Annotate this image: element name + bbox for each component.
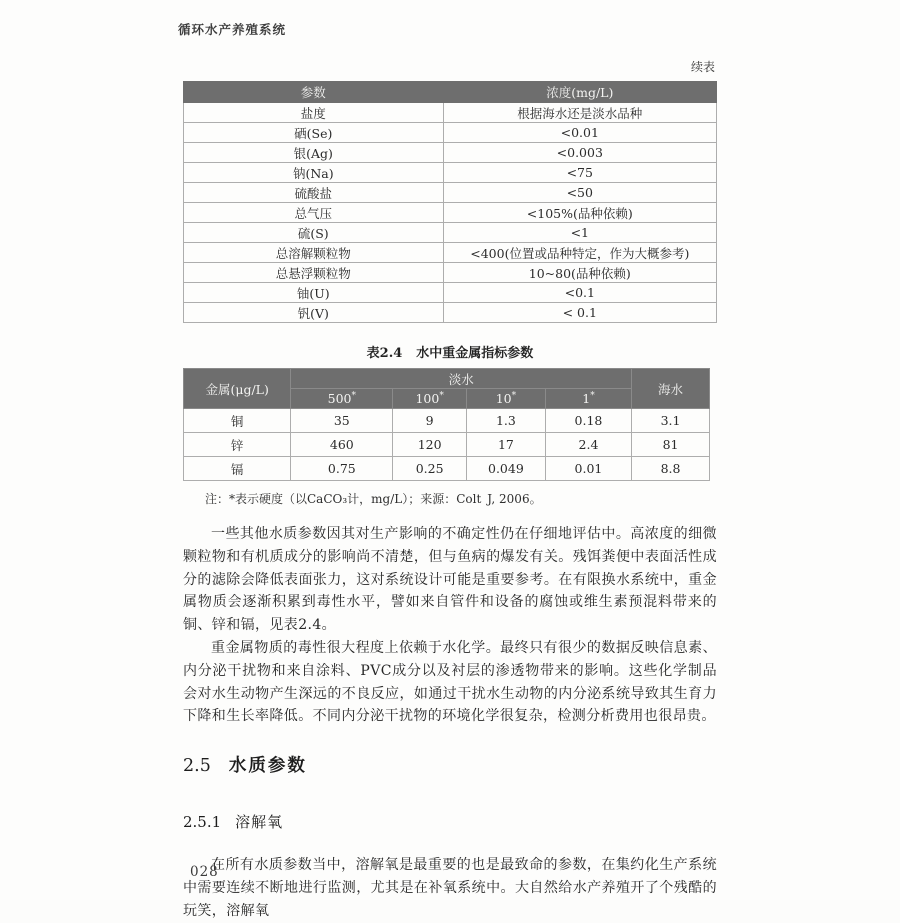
parameter-cell: 钠(Na) (184, 163, 444, 183)
table-note: 注：*表示硬度（以CaCO₃计，mg/L）；来源：Colt J, 2006。 (205, 492, 542, 506)
asterisk-mark: * (351, 390, 356, 401)
parameter-cell: 硫(S) (184, 223, 444, 243)
table-header-row (184, 82, 717, 103)
value-cell: 1.3 (466, 409, 545, 433)
column-group-freshwater: 淡水 (291, 369, 632, 389)
subsection-title: 溶解氧 (235, 813, 284, 832)
parameter-cell: 总气压 (184, 203, 444, 223)
parameter-cell: 钒(V) (184, 303, 444, 323)
value-cell: <400(位置或品种特定，作为大概参考) (443, 243, 716, 263)
subsection-number: 2.5.1 (183, 813, 222, 832)
running-header: 循环水产养殖系统 (178, 22, 287, 37)
table-row-zinc (184, 433, 710, 457)
page-content (183, 58, 717, 923)
value-cell: 81 (632, 433, 710, 457)
hardness-column-10: 10* (466, 389, 545, 409)
value-cell: 0.049 (466, 457, 545, 481)
value-cell: <75 (443, 163, 716, 183)
value-cell: < 0.1 (443, 303, 716, 323)
value-cell: 17 (466, 433, 545, 457)
table-header-row-1 (184, 369, 710, 389)
body-text (183, 523, 717, 728)
parameter-cell: 银(Ag) (184, 143, 444, 163)
table-row (184, 243, 717, 263)
asterisk-mark: * (439, 390, 444, 401)
section-number: 2.5 (183, 756, 211, 777)
table-row-cadmium (184, 457, 710, 481)
asterisk-mark: * (590, 390, 595, 401)
parameter-cell: 铀(U) (184, 283, 444, 303)
table-row (184, 203, 717, 223)
table-row (184, 283, 717, 303)
value-cell: 460 (291, 433, 393, 457)
metal-cell: 锌 (184, 433, 291, 457)
page-number: 028 (190, 864, 219, 880)
hardness-column-500: 500* (291, 389, 393, 409)
value-cell: <50 (443, 183, 716, 203)
column-header-parameter: 参数 (184, 82, 444, 103)
value-cell: 120 (393, 433, 467, 457)
parameter-cell: 硒(Se) (184, 123, 444, 143)
caption-title: 水中重金属指标参数 (416, 346, 534, 361)
paragraph-2: 重金属物质的毒性很大程度上依赖于水化学。最终只有很少的数据反映信息素、内分泌干扰物和来自涂料、PVC成分以及衬层的渗透物带来的影响。这些化学制品会对水生动物产生深远的不良反应，如通过干扰水生动物的内分泌系统导致其生育力下降和生长率降低。不同内分泌干扰物的环境化学很复杂，检测分析费用也很昂贵。 (183, 639, 717, 725)
table-row (184, 223, 717, 243)
value-cell: 根据海水还是淡水品种 (443, 103, 716, 123)
table-row (184, 143, 717, 163)
value-cell: 0.18 (545, 409, 631, 433)
hardness-column-1: 1* (545, 389, 631, 409)
heavy-metals-table (183, 368, 710, 481)
table-row (184, 123, 717, 143)
value-cell: 0.01 (545, 457, 631, 481)
section-title: 水质参数 (228, 756, 307, 777)
column-header-seawater: 海水 (632, 369, 710, 409)
column-header-concentration: 浓度(mg/L) (443, 82, 716, 103)
water-quality-parameters-table (183, 81, 717, 323)
paragraph-3: 在所有水质参数当中，溶解氧是最重要的也是最致命的参数，在集约化生产系统中需要连续不断地进行监测，尤其是在补氧系统中。大自然给水产养殖开了个残酷的玩笑，溶解氧 (183, 857, 717, 919)
metal-cell: 铜 (184, 409, 291, 433)
value-cell: 35 (291, 409, 393, 433)
value-cell: 0.25 (393, 457, 467, 481)
parameter-cell: 总溶解颗粒物 (184, 243, 444, 263)
continued-table-label: 续表 (690, 60, 715, 74)
table-row (184, 103, 717, 123)
value-cell: <1 (443, 223, 716, 243)
paragraph-1: 一些其他水质参数因其对生产影响的不确定性仍在仔细地评估中。高浓度的细微颗粒物和有机质成分的影响尚不清楚，但与鱼病的爆发有关。残饵粪便中表面活性成分的滤除会降低表面张力，这对系统设计可能是重要参考。在有限换水系统中，重金属物质会逐渐积累到毒性水平，譬如来自管件和设备的腐蚀或维生素预混料带来的铜、锌和镉，见表2.4。 (183, 526, 717, 634)
metal-cell: 镉 (184, 457, 291, 481)
table-row-copper (184, 409, 710, 433)
section-heading-2-5 (183, 752, 717, 777)
value-cell: 2.4 (545, 433, 631, 457)
table-2-4-caption (183, 342, 717, 361)
table-row (184, 183, 717, 203)
caption-label: 表2.4 (366, 346, 403, 361)
value-cell: 3.1 (632, 409, 710, 433)
column-header-metal: 金属(μg/L) (184, 369, 291, 409)
parameter-cell: 硫酸盐 (184, 183, 444, 203)
asterisk-mark: * (511, 390, 517, 401)
value-cell: 8.8 (632, 457, 710, 481)
value-cell: <105%(品种依赖) (443, 203, 716, 223)
table-row (184, 163, 717, 183)
table-row (184, 263, 717, 283)
parameter-cell: 盐度 (184, 103, 444, 123)
value-cell: 9 (393, 409, 467, 433)
table-row (184, 303, 717, 323)
value-cell: <0.01 (443, 123, 716, 143)
value-cell: <0.1 (443, 283, 716, 303)
value-cell: 10~80(品种依赖) (443, 263, 716, 283)
value-cell: 0.75 (291, 457, 393, 481)
body-text-dissolved-oxygen (183, 854, 717, 922)
hardness-column-100: 100* (393, 389, 467, 409)
subsection-heading-2-5-1 (183, 811, 717, 832)
value-cell: <0.003 (443, 143, 716, 163)
parameter-cell: 总悬浮颗粒物 (184, 263, 444, 283)
